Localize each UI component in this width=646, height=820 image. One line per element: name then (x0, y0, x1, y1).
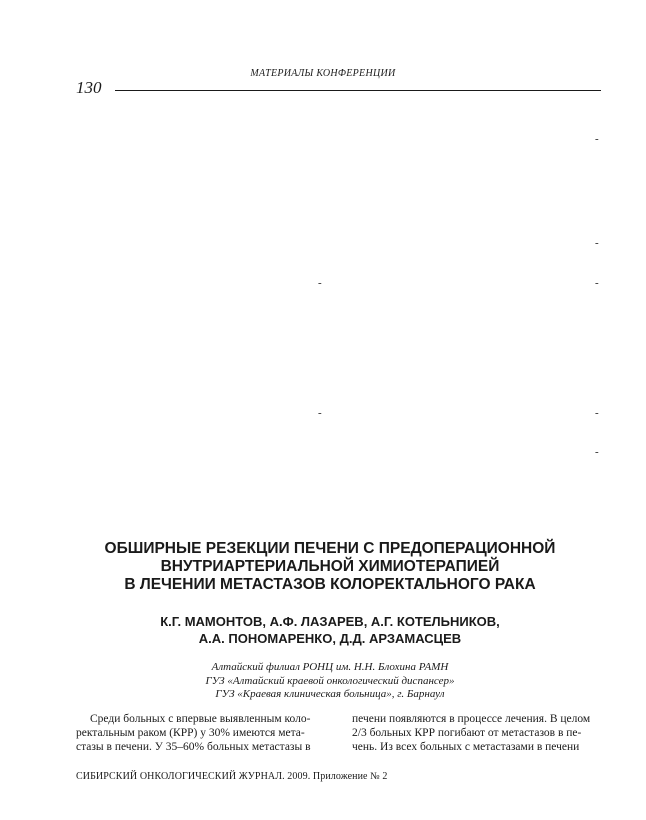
title-line: В ЛЕЧЕНИИ МЕТАСТАЗОВ КОЛОРЕКТАЛЬНОГО РАКА (124, 576, 536, 593)
body-line: печени появляются в процессе лечения. В целом (352, 713, 591, 725)
stray-hyphen: - (595, 133, 599, 145)
article-title (60, 540, 600, 594)
body-line: чень. Из всех больных с метастазами в печени (352, 741, 580, 753)
affiliations (60, 661, 600, 702)
stray-hyphen: - (318, 277, 322, 289)
stray-hyphen: - (595, 407, 599, 419)
body-line: ректальным раком (КРР) у 30% имеются мета- (76, 727, 305, 739)
body-line: 2/3 больных КРР погибают от метастазов в пе- (352, 727, 582, 739)
body-column-right (352, 712, 602, 754)
affiliation-line: ГУЗ «Краевая клиническая больница», г. Барнаул (215, 688, 445, 700)
stray-hyphen: - (595, 446, 599, 458)
title-line: ВНУТРИАРТЕРИАЛЬНОЙ ХИМИОТЕРАПИЕЙ (160, 558, 500, 575)
title-line: ОБШИРНЫЕ РЕЗЕКЦИИ ПЕЧЕНИ С ПРЕДОПЕРАЦИОННОЙ (104, 540, 556, 557)
affiliation-line: ГУЗ «Алтайский краевой онкологический диспансер» (205, 674, 455, 687)
stray-hyphen: - (318, 407, 322, 419)
body-line: Среди больных с впервые выявленным коло- (90, 713, 311, 725)
stray-hyphen: - (595, 277, 599, 289)
authors-line: А.А. ПОНОМАРЕНКО, Д.Д. АРЗАМАСЦЕВ (198, 631, 462, 646)
header-rule (115, 90, 601, 91)
article-authors (60, 613, 600, 647)
stray-hyphen: - (595, 237, 599, 249)
journal-footer: СИБИРСКИЙ ОНКОЛОГИЧЕСКИЙ ЖУРНАЛ. 2009. Приложение № 2 (76, 771, 388, 782)
body-column-left (76, 712, 338, 754)
authors-line: К.Г. МАМОНТОВ, А.Ф. ЛАЗАРЕВ, А.Г. КОТЕЛЬНИКОВ, (160, 614, 500, 629)
page-number: 130 (76, 78, 102, 97)
affiliation-line: Алтайский филиал РОНЦ им. Н.Н. Блохина РАМН (211, 661, 449, 673)
running-head: МАТЕРИАЛЫ КОНФЕРЕНЦИИ (250, 68, 396, 79)
body-line: стазы в печени. У 35–60% больных метастазы в (76, 741, 311, 753)
